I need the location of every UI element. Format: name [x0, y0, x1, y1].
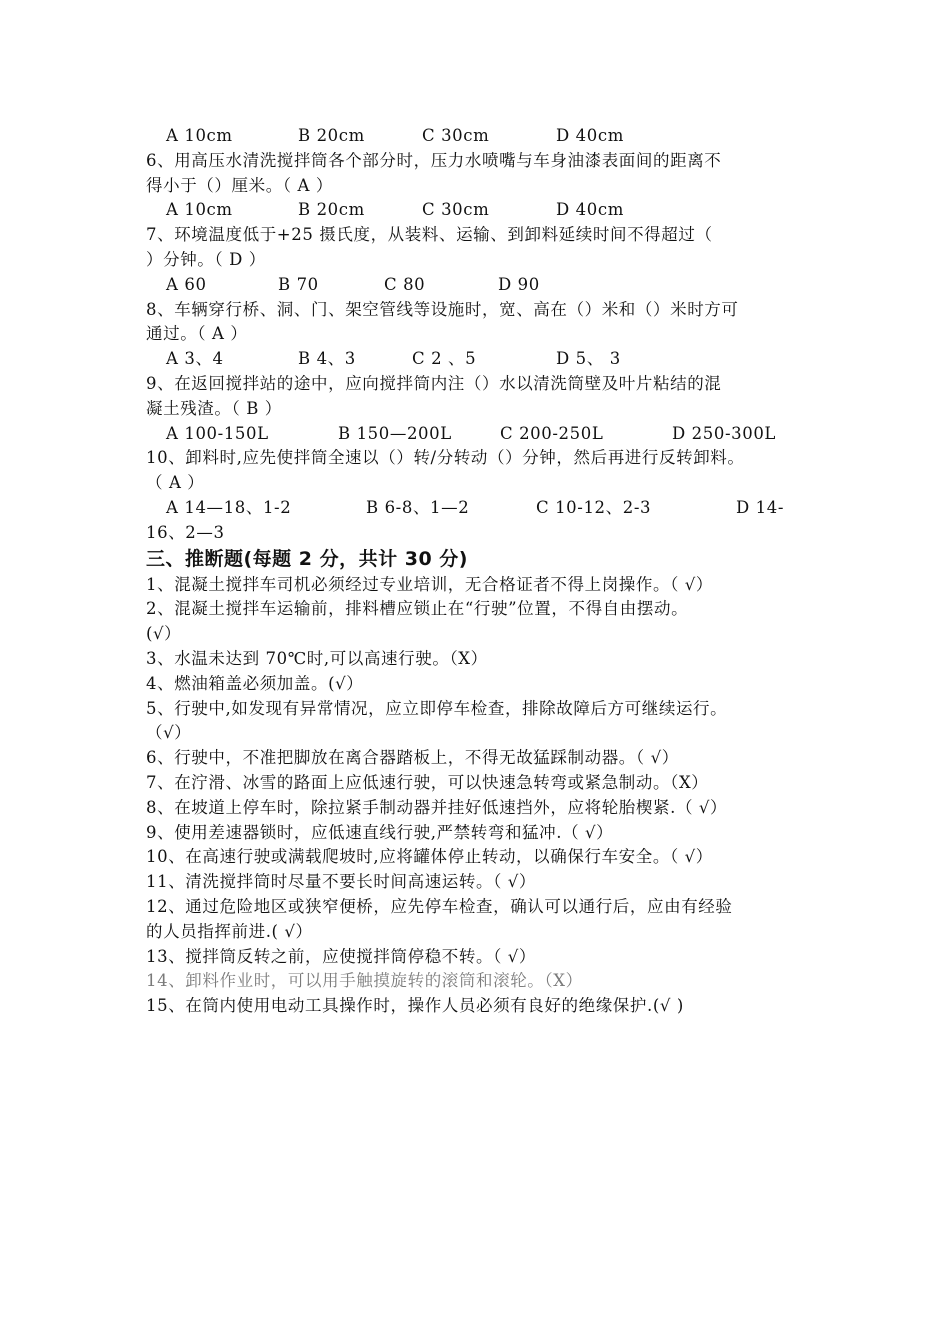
option-d: D 250-300L: [672, 423, 776, 443]
judgement-15: 15、在筒内使用电动工具操作时，操作人员必须有良好的绝缘保护.(√ ): [146, 996, 684, 1016]
option-c: C 80: [384, 274, 426, 294]
option-c: C 10-12、2-3: [536, 497, 652, 517]
options-row-q10-continued: 16、2—3: [146, 522, 225, 542]
question-9-line-2: 凝土残渣。（ B ）: [146, 398, 282, 418]
option-a: A 100-150L: [166, 423, 269, 443]
judgement-5-line-2: （√）: [146, 723, 192, 743]
option-a: A 14—18、1-2: [166, 497, 292, 517]
judgement-9: 9、使用差速器锁时，应低速直线行驶,严禁转弯和猛冲.（ √）: [146, 822, 614, 842]
option-c: C 200-250L: [500, 423, 604, 443]
question-6-line-1: 6、用高压水清洗搅拌筒各个部分时，压力水喷嘴与车身油漆表面间的距离不: [146, 150, 722, 170]
option-b: B 4、3: [298, 349, 356, 369]
judgement-6: 6、行驶中，不准把脚放在离合器踏板上，不得无故猛踩制动器。（ √）: [146, 748, 679, 768]
options-row-q8: [146, 347, 806, 372]
section-heading: 三、推断题(每题 2 分，共计 30 分): [146, 547, 468, 570]
document-body: [146, 124, 806, 1019]
question-7-line-1: 7、环境温度低于+25 摄氏度，从装料、运输、到卸料延续时间不得超过（: [146, 225, 713, 245]
option-b: B 150—200L: [338, 423, 452, 443]
options-row-q7: [146, 273, 806, 298]
judgement-8: 8、在坡道上停车时，除拉紧手制动器并挂好低速挡外，应将轮胎楔紧.（ √）: [146, 797, 728, 817]
option-b: B 6-8、1—2: [366, 497, 470, 517]
option-b: B 20cm: [298, 200, 365, 220]
judgement-12-line-2: 的人员指挥前进.( √）: [146, 921, 313, 941]
option-c: C 2 、5: [412, 349, 477, 369]
judgement-2-line-1: 2、混凝土搅拌车运输前，排料槽应锁止在“行驶”位置，不得自由摆动。: [146, 599, 689, 619]
question-8-line-1: 8、车辆穿行桥、洞、门、架空管线等设施时，宽、高在（）米和（）米时方可: [146, 299, 739, 319]
option-a: A 60: [166, 274, 207, 294]
option-d: D 90: [498, 274, 540, 294]
question-10-line-2: （ A ）: [146, 473, 205, 493]
question-7-line-2: ）分钟。（ D ）: [146, 249, 266, 269]
question-6-line-2: 得小于（）厘米。（ A ）: [146, 175, 333, 195]
judgement-12-line-1: 12、通过危险地区或狭窄便桥，应先停车检查，确认可以通行后，应由有经验: [146, 896, 733, 916]
option-c: C 30cm: [422, 200, 490, 220]
options-row-q9: [146, 422, 806, 447]
judgement-14: 14、卸料作业时，可以用手触摸旋转的滚筒和滚轮。（X）: [146, 971, 583, 991]
question-8-line-2: 通过。（ A ）: [146, 324, 248, 344]
option-a: A 3、4: [166, 349, 224, 369]
option-d: D 40cm: [556, 200, 624, 220]
judgement-11: 11、清洗搅拌筒时尽量不要长时间高速运转。（ √）: [146, 872, 537, 892]
option-d: D 40cm: [556, 126, 624, 145]
judgement-2-line-2: (√）: [146, 624, 182, 644]
option-a: A 10cm: [166, 126, 233, 145]
judgement-4: 4、燃油箱盖必须加盖。(√）: [146, 673, 364, 693]
option-b: B 70: [278, 274, 319, 294]
option-d: D 14-: [736, 497, 785, 517]
option-d: D 5、 3: [556, 349, 621, 369]
judgement-3: 3、水温未达到 70℃时,可以高速行驶。（X）: [146, 648, 488, 668]
options-row-q6: [146, 198, 806, 223]
option-b: B 20cm: [298, 126, 365, 145]
question-10-line-1: 10、卸料时,应先使拌筒全速以（）转/分转动（）分钟，然后再进行反转卸料。: [146, 448, 745, 468]
judgement-7: 7、在泞滑、冰雪的路面上应低速行驶，可以快速急转弯或紧急制动。（X）: [146, 772, 709, 792]
options-row-q5: [146, 124, 806, 149]
judgement-10: 10、在高速行驶或满载爬坡时,应将罐体停止转动，以确保行车安全。（ √）: [146, 847, 713, 867]
judgement-1: 1、混凝土搅拌车司机必须经过专业培训，无合格证者不得上岗操作。（ √）: [146, 574, 714, 594]
options-row-q10: [146, 496, 806, 521]
question-9-line-1: 9、在返回搅拌站的途中，应向搅拌筒内注（）水以清洗筒壁及叶片粘结的混: [146, 373, 722, 393]
judgement-13: 13、搅拌筒反转之前，应使搅拌筒停稳不转。（ √）: [146, 946, 537, 966]
option-a: A 10cm: [166, 200, 233, 220]
judgement-5-line-1: 5、行驶中,如发现有异常情况，应立即停车检查，排除故障后方可继续运行。: [146, 698, 728, 718]
option-c: C 30cm: [422, 126, 490, 145]
